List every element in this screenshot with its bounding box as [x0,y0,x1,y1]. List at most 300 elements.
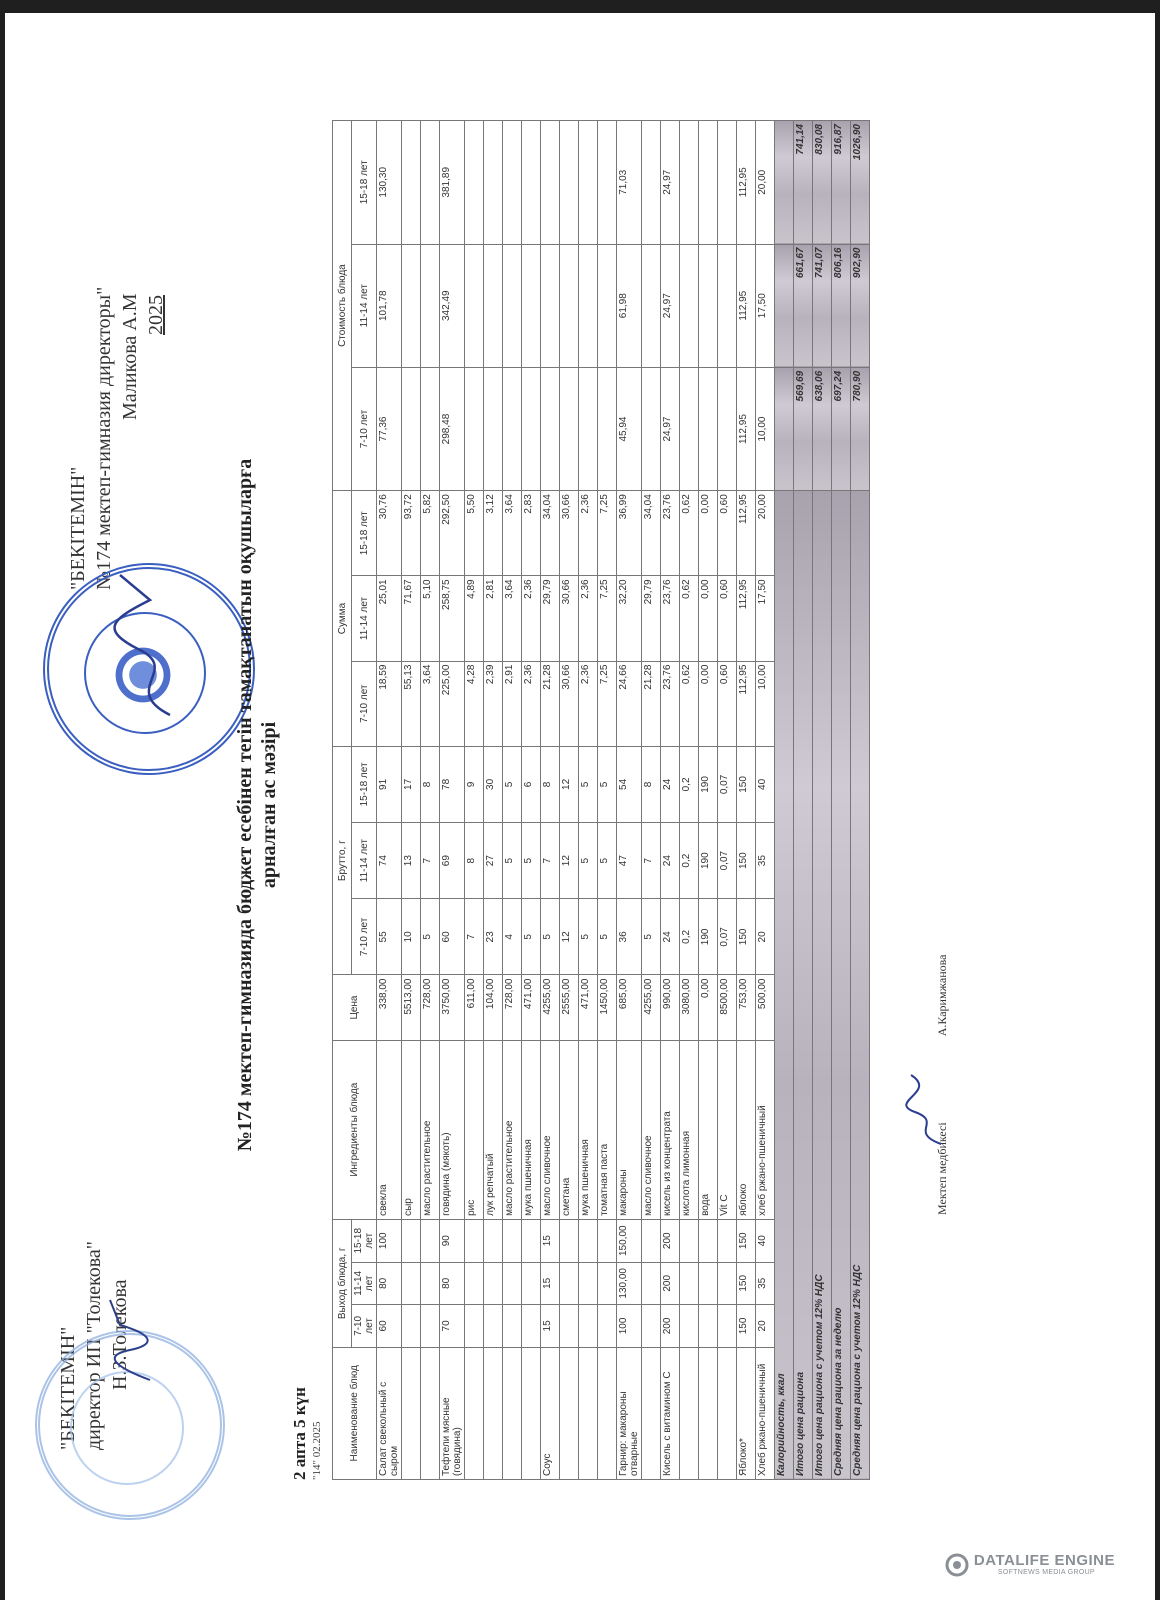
summary-value: 780,90 [851,367,870,490]
table-cell-dish [699,1347,718,1479]
table-cell-c1: 77,36 [377,367,402,490]
approval-left-line1: "БЕКІТЕМІН" [57,1326,79,1450]
header-ingredients: Ингредиенты блюда [333,1040,377,1219]
table-cell-price: 728,00 [421,975,440,1040]
table-cell-o3 [579,1219,598,1262]
table-cell-o3 [402,1219,421,1262]
table-cell-ing: сметана [560,1040,579,1219]
table-row [421,121,440,1480]
table-cell-price: 611,00 [465,975,484,1040]
header-output: Выход блюда, г [333,1219,352,1347]
table-cell-ing: мука пшеничная [522,1040,541,1219]
header-age: 11-14 лет [352,576,377,661]
header-age: 11-14 лет [352,1262,377,1305]
table-cell-dish: Салат свекольный с сыром [377,1347,402,1479]
table-cell-o1 [465,1305,484,1348]
rotated-document [5,13,1155,1600]
table-cell-b3: 190 [699,746,718,822]
summary-row [851,121,870,1480]
table-cell-s2: 25,01 [377,576,402,661]
table-cell-price: 471,00 [522,975,541,1040]
table-cell-c1 [718,367,737,490]
table-cell-b3: 5 [579,746,598,822]
summary-row [813,121,832,1480]
table-cell-c2 [642,244,661,367]
table-cell-b2: 190 [699,823,718,899]
table-cell-c3: 20,00 [756,121,775,245]
title-line2: арналған ас мәзірі [258,721,280,889]
table-cell-s1: 10,00 [756,661,775,746]
table-cell-b3: 9 [465,746,484,822]
date-label: "14" 02.2025 [311,1421,323,1480]
table-cell-o1: 200 [661,1305,680,1348]
table-cell-c1 [598,367,617,490]
scanned-page [5,13,1155,1600]
table-cell-o1 [699,1305,718,1348]
table-cell-o1 [522,1305,541,1348]
table-cell-ing: масло растительное [421,1040,440,1219]
table-cell-s2: 29,79 [642,576,661,661]
table-cell-b3: 150 [737,746,756,822]
table-cell-c3 [598,121,617,245]
table-cell-o1: 150 [737,1305,756,1348]
table-cell-ing: масло сливочное [642,1040,661,1219]
table-cell-c2 [465,244,484,367]
table-cell-dish: Кисель с витамином С [661,1347,680,1479]
table-cell-b3: 12 [560,746,579,822]
table-cell-ing: лук репчатый [484,1040,503,1219]
table-cell-b1: 190 [699,899,718,975]
table-cell-s3: 3,64 [503,491,522,576]
table-cell-b2: 24 [661,823,680,899]
table-cell-o2 [522,1262,541,1305]
menu-table [332,120,870,1480]
table-cell-s2: 258,75 [440,576,465,661]
table-cell-ing: кисель из концентрата [661,1040,680,1219]
table-cell-s2: 17,50 [756,576,775,661]
table-cell-dish [465,1347,484,1479]
table-cell-s3: 112,95 [737,491,756,576]
summary-value [775,367,794,490]
table-cell-dish [718,1347,737,1479]
table-cell-c3: 130,30 [377,121,402,245]
approval-left-line3: Н.З.Толекова [109,1279,131,1390]
table-cell-b1: 5 [642,899,661,975]
table-cell-b3: 5 [598,746,617,822]
table-cell-s1: 18,59 [377,661,402,746]
table-cell-s3: 2,83 [522,491,541,576]
table-cell-dish [642,1347,661,1479]
table-cell-s2: 0,60 [718,576,737,661]
watermark-logo-icon [944,1552,970,1578]
table-row [484,121,503,1480]
table-cell-c1: 112,95 [737,367,756,490]
header-sum: Сумма [333,491,352,747]
table-cell-o3: 100 [377,1219,402,1262]
table-cell-b2: 7 [421,823,440,899]
watermark-sub: SOFTNEWS MEDIA GROUP [997,1569,1095,1576]
table-cell-b1: 20 [756,899,775,975]
table-cell-dish: Соус [541,1347,560,1479]
table-cell-c2 [579,244,598,367]
table-cell-c3 [718,121,737,245]
table-cell-b2: 27 [484,823,503,899]
table-cell-o2 [402,1262,421,1305]
table-cell-price: 2555,00 [560,975,579,1040]
table-cell-price: 1450,00 [598,975,617,1040]
table-cell-c2 [699,244,718,367]
table-cell-o2: 130,00 [617,1262,642,1305]
table-cell-c1 [541,367,560,490]
table-cell-b3: 5 [503,746,522,822]
table-row [680,121,699,1480]
table-row [598,121,617,1480]
table-row [737,121,756,1480]
table-cell-c3 [402,121,421,245]
table-cell-s1: 0,62 [680,661,699,746]
nurse-name: А.Каримжанова [935,954,949,1037]
table-cell-o1: 60 [377,1305,402,1348]
table-cell-o3: 200 [661,1219,680,1262]
table-cell-ing: свекла [377,1040,402,1219]
table-cell-dish [402,1347,421,1479]
table-cell-c3 [579,121,598,245]
table-cell-o1: 15 [541,1305,560,1348]
table-cell-o2 [503,1262,522,1305]
table-cell-o3 [484,1219,503,1262]
table-cell-o2: 200 [661,1262,680,1305]
table-cell-o1 [718,1305,737,1348]
table-cell-o3 [680,1219,699,1262]
table-cell-s3: 34,04 [541,491,560,576]
table-cell-o1 [680,1305,699,1348]
summary-label: Средняя цена рациона с учетом 12% НДС [851,491,870,1480]
table-cell-c1: 24,97 [661,367,680,490]
table-cell-ing: хлеб ржано-пшеничный [756,1040,775,1219]
table-cell-b3: 0,2 [680,746,699,822]
table-cell-b3: 91 [377,746,402,822]
table-cell-o3 [560,1219,579,1262]
table-cell-s1: 112,95 [737,661,756,746]
table-cell-c2: 101,78 [377,244,402,367]
table-cell-b2: 0,07 [718,823,737,899]
table-cell-s1: 7,25 [598,661,617,746]
table-cell-c3 [465,121,484,245]
table-cell-s3: 0,62 [680,491,699,576]
table-cell-s1: 0,60 [718,661,737,746]
table-cell-s2: 5,10 [421,576,440,661]
table-cell-s1: 30,66 [560,661,579,746]
table-row [522,121,541,1480]
table-cell-price: 500,00 [756,975,775,1040]
table-cell-ing: рис [465,1040,484,1219]
table-cell-ing: макароны [617,1040,642,1219]
table-cell-b2: 5 [598,823,617,899]
table-row [560,121,579,1480]
table-row [699,121,718,1480]
approval-right-line2: №174 мектеп-гимназия директоры" [93,286,115,590]
table-cell-ing: сыр [402,1040,421,1219]
table-cell-o2: 150 [737,1262,756,1305]
table-cell-s1: 24,66 [617,661,642,746]
table-row [718,121,737,1480]
table-cell-b1: 7 [465,899,484,975]
table-row [541,121,560,1480]
table-cell-o1 [579,1305,598,1348]
table-cell-dish [579,1347,598,1479]
summary-label: Итого цена рациона с учетом 12% НДС [813,491,832,1480]
table-cell-b2: 12 [560,823,579,899]
table-cell-c2 [522,244,541,367]
table-cell-o2 [718,1262,737,1305]
table-cell-ing: вода [699,1040,718,1219]
table-cell-s3: 30,76 [377,491,402,576]
table-row [661,121,680,1480]
table-cell-o3 [465,1219,484,1262]
table-cell-o2 [560,1262,579,1305]
table-cell-o2 [598,1262,617,1305]
table-cell-c3 [642,121,661,245]
summary-value: 1026,90 [851,121,870,245]
table-cell-b3: 24 [661,746,680,822]
table-cell-s2: 0,00 [699,576,718,661]
table-cell-price: 104,00 [484,975,503,1040]
header-age: 7-10 лет [352,661,377,746]
table-cell-dish: Гарнир: макароны отварные [617,1347,642,1479]
summary-row [794,121,813,1480]
table-cell-c3 [560,121,579,245]
table-cell-b2: 0,2 [680,823,699,899]
table-cell-s3: 23,76 [661,491,680,576]
table-cell-c3 [484,121,503,245]
table-cell-b1: 4 [503,899,522,975]
table-cell-s2: 4,89 [465,576,484,661]
table-cell-o2 [484,1262,503,1305]
table-cell-dish: Хлеб ржано-пшеничный [756,1347,775,1479]
table-cell-s2: 23,76 [661,576,680,661]
table-cell-o2 [421,1262,440,1305]
table-cell-s2: 7,25 [598,576,617,661]
approval-left-line2: директор ИП "Толекова" [83,1241,105,1450]
table-cell-c2: 24,97 [661,244,680,367]
summary-value: 741,07 [813,244,832,367]
signature-scribble-left [100,1295,160,1385]
table-cell-b3: 40 [756,746,775,822]
table-cell-o3 [522,1219,541,1262]
table-cell-b2: 74 [377,823,402,899]
table-cell-price: 471,00 [579,975,598,1040]
table-row [402,121,421,1480]
table-cell-b1: 12 [560,899,579,975]
table-cell-s3: 93,72 [402,491,421,576]
table-cell-price: 753,00 [737,975,756,1040]
table-cell-c1 [465,367,484,490]
table-cell-o3 [503,1219,522,1262]
table-cell-b1: 24 [661,899,680,975]
table-cell-s2: 2,36 [579,576,598,661]
summary-value: 638,06 [813,367,832,490]
table-cell-price: 8500,00 [718,975,737,1040]
table-cell-c3: 71,03 [617,121,642,245]
table-cell-c1 [503,367,522,490]
table-cell-b1: 5 [421,899,440,975]
table-cell-b1: 23 [484,899,503,975]
table-cell-s3: 5,50 [465,491,484,576]
table-cell-s1: 55,13 [402,661,421,746]
table-cell-ing: томатная паста [598,1040,617,1219]
header-age: 15-18 лет [352,491,377,576]
table-cell-c1 [560,367,579,490]
table-cell-c1 [522,367,541,490]
table-cell-c3 [421,121,440,245]
table-cell-o3: 40 [756,1219,775,1262]
nurse-signature [935,955,950,1215]
header-age: 15-18 лет [352,121,377,245]
table-cell-o1 [421,1305,440,1348]
approval-right [65,190,169,590]
table-cell-s3: 2,36 [579,491,598,576]
table-cell-s2: 2,36 [522,576,541,661]
summary-value: 661,67 [794,244,813,367]
nurse-role: Мектеп медбикесі [935,1122,949,1215]
table-cell-o2: 80 [377,1262,402,1305]
table-cell-s3: 292,50 [440,491,465,576]
table-cell-price: 5513,00 [402,975,421,1040]
table-cell-b2: 35 [756,823,775,899]
table-cell-c2 [560,244,579,367]
table-cell-c2: 17,50 [756,244,775,367]
table-cell-b1: 55 [377,899,402,975]
approval-right-line4: 2025 [145,295,167,335]
table-cell-b2: 5 [503,823,522,899]
table-cell-o2 [642,1262,661,1305]
table-cell-o1 [560,1305,579,1348]
table-cell-c3: 24,97 [661,121,680,245]
header-age: 11-14 лет [352,823,377,899]
summary-label: Калорийность, ккал [775,491,794,1480]
summary-value: 697,24 [832,367,851,490]
summary-value: 806,16 [832,244,851,367]
table-cell-c1: 298,48 [440,367,465,490]
table-cell-price: 728,00 [503,975,522,1040]
table-cell-c1 [642,367,661,490]
header-age: 7-10 лет [352,367,377,490]
table-cell-price: 4255,00 [642,975,661,1040]
table-cell-c3: 381,89 [440,121,465,245]
watermark [974,1552,1115,1576]
table-cell-s1: 21,28 [541,661,560,746]
table-cell-s3: 20,00 [756,491,775,576]
menu-table-body [377,121,870,1480]
table-cell-s2: 30,66 [560,576,579,661]
table-cell-ing: мука пшеничная [579,1040,598,1219]
table-cell-s1: 0,00 [699,661,718,746]
table-row [440,121,465,1480]
table-cell-s3: 0,00 [699,491,718,576]
header-age: 11-14 лет [352,244,377,367]
table-cell-b1: 36 [617,899,642,975]
table-cell-ing: говядина (мякоть) [440,1040,465,1219]
table-cell-o2: 80 [440,1262,465,1305]
table-cell-o1: 70 [440,1305,465,1348]
table-cell-o3: 150,00 [617,1219,642,1262]
table-cell-s2: 71,67 [402,576,421,661]
table-cell-o1 [402,1305,421,1348]
table-cell-dish: Тефтели мясные (говядина) [440,1347,465,1479]
table-cell-o1 [503,1305,522,1348]
summary-row [775,121,794,1480]
table-cell-s3: 3,12 [484,491,503,576]
table-cell-c2 [680,244,699,367]
table-cell-b3: 30 [484,746,503,822]
day-label: 2 апта 5 күн [290,1387,309,1480]
header-brutto: Брутто, г [333,746,352,975]
table-cell-o3 [699,1219,718,1262]
table-cell-s1: 3,64 [421,661,440,746]
table-cell-ing: яблоко [737,1040,756,1219]
table-cell-c1 [579,367,598,490]
summary-value: 902,90 [851,244,870,367]
table-cell-price: 685,00 [617,975,642,1040]
table-cell-s2: 0,62 [680,576,699,661]
table-cell-b1: 5 [522,899,541,975]
table-cell-o3: 90 [440,1219,465,1262]
table-cell-b1: 60 [440,899,465,975]
table-cell-o3 [718,1219,737,1262]
table-cell-s1: 2,36 [522,661,541,746]
table-cell-ing: кислота лимонная [680,1040,699,1219]
table-cell-b2: 8 [465,823,484,899]
table-cell-b3: 54 [617,746,642,822]
table-cell-o3: 150 [737,1219,756,1262]
nurse-signature-scribble [903,1072,948,1147]
watermark-brand: DATALIFE ENGINE [973,1552,1115,1569]
table-cell-c3 [680,121,699,245]
table-cell-o1 [598,1305,617,1348]
table-cell-o2 [465,1262,484,1305]
table-cell-c1 [699,367,718,490]
approval-right-line3: Маликова А.М [119,293,141,420]
summary-value [775,244,794,367]
table-cell-o3: 15 [541,1219,560,1262]
table-cell-o2 [579,1262,598,1305]
table-cell-c1 [484,367,503,490]
table-row [642,121,661,1480]
table-cell-s1: 4,28 [465,661,484,746]
table-cell-b1: 150 [737,899,756,975]
table-cell-s1: 2,39 [484,661,503,746]
table-row [579,121,598,1480]
table-cell-s3: 30,66 [560,491,579,576]
table-cell-o3 [598,1219,617,1262]
table-cell-b2: 7 [541,823,560,899]
table-cell-b1: 0,07 [718,899,737,975]
table-cell-s2: 3,64 [503,576,522,661]
table-cell-ing: масло растительное [503,1040,522,1219]
table-cell-b1: 5 [579,899,598,975]
table-cell-o1: 100 [617,1305,642,1348]
table-cell-price: 4255,00 [541,975,560,1040]
table-subheader-row [352,121,377,1480]
table-cell-dish [560,1347,579,1479]
table-cell-c2 [598,244,617,367]
table-cell-b1: 0,2 [680,899,699,975]
table-cell-dish [421,1347,440,1479]
table-cell-s1: 2,36 [579,661,598,746]
table-cell-b3: 0,07 [718,746,737,822]
header-age: 15-18 лет [352,1219,377,1262]
table-cell-s2: 112,95 [737,576,756,661]
